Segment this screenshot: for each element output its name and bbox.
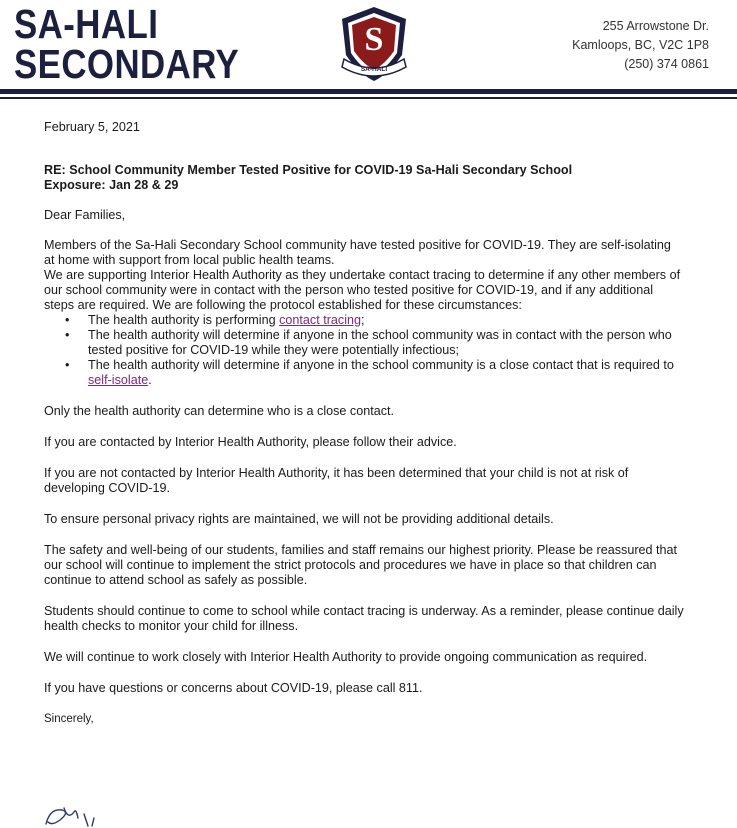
bullet-end: .	[148, 373, 152, 387]
self-isolate-link[interactable]: self-isolate	[88, 373, 149, 387]
paragraph-attendance: Students should continue to come to school while contact tracing is underway. As a reminder, please continue daily health checks to monitor your child for illness.	[44, 604, 684, 633]
intro-paragraph-b: We are supporting Interior Health Authority as they undertake contact tracing to determine if any other members of our school community were in contact with the person who tested positive for COVID-19, and if any additional steps are required. We are following the protocol established for these circumstances:	[44, 268, 681, 312]
greeting: Dear Families,	[44, 208, 126, 222]
list-item	[44, 328, 684, 358]
school-address	[572, 17, 709, 74]
school-crest-logo	[334, 3, 414, 83]
subject-line2: Exposure: Jan 28 & 29	[44, 178, 179, 192]
bullet-text: The health authority will determine if anyone in the school community was in contact with the person who tested positive for COVID-19 while they were potentially infectious;	[88, 328, 672, 357]
paragraph-questions: If you have questions or concerns about COVID-19, please call 811.	[44, 681, 423, 695]
crest-banner-text: SA-HALI	[360, 66, 388, 73]
crest-letter: S	[364, 21, 384, 58]
paragraph-safety: The safety and well-being of our students, families and staff remains our highest priority. Please be reassured that our school will continue to implement the strict protocols and procedures we have in place so that children can continue to attend school as safely as possible.	[44, 543, 678, 587]
address-phone: (250) 374 0861	[624, 57, 709, 71]
contact-tracing-link[interactable]: contact tracing	[279, 313, 362, 327]
paragraph-privacy: To ensure personal privacy rights are maintained, we will not be providing additional details.	[44, 512, 554, 526]
bullet-text: The health authority is performing	[88, 313, 280, 327]
paragraph-close-contact: Only the health authority can determine who is a close contact.	[44, 404, 395, 418]
header-rule-thin	[0, 97, 737, 99]
closing: Sincerely,	[44, 713, 94, 725]
letter-date: February 5, 2021	[44, 120, 140, 134]
school-name	[14, 1, 240, 87]
paragraph-communication: We will continue to work closely with Interior Health Authority to provide ongoing communication as required.	[44, 650, 648, 664]
intro-paragraph-a: Members of the Sa-Hali Secondary School community have tested positive for COVID-19. They are self-isolating at home with support from local public health teams.	[44, 238, 671, 267]
subject-line1: RE: School Community Member Tested Positive for COVID-19 Sa-Hali Secondary School	[44, 163, 573, 177]
paragraph-not-contacted: If you are not contacted by Interior Health Authority, it has been determined that your child is not at risk of developing COVID-19.	[44, 466, 629, 495]
bullet-icon: •	[65, 358, 70, 372]
address-city: Kamloops, BC, V2C 1P8	[572, 38, 709, 52]
bullet-icon: •	[65, 328, 70, 342]
bullet-end: ;	[361, 313, 365, 327]
paragraph-contacted: If you are contacted by Interior Health Authority, please follow their advice.	[44, 435, 457, 449]
letter-body	[44, 120, 684, 727]
bullet-icon: •	[65, 313, 70, 327]
letterhead	[0, 0, 737, 104]
letter-subject	[44, 163, 684, 193]
protocol-list	[44, 313, 684, 388]
list-item	[44, 313, 684, 328]
signature-image	[40, 800, 130, 828]
school-name-line1: SA-HALI	[14, 1, 159, 47]
bullet-text: The health authority will determine if anyone in the school community is a close contact that is required to	[88, 358, 674, 372]
school-name-line2: SECONDARY	[14, 41, 240, 87]
header-rule-thick	[0, 89, 737, 94]
list-item	[44, 358, 684, 388]
address-street: 255 Arrowstone Dr.	[602, 19, 709, 33]
